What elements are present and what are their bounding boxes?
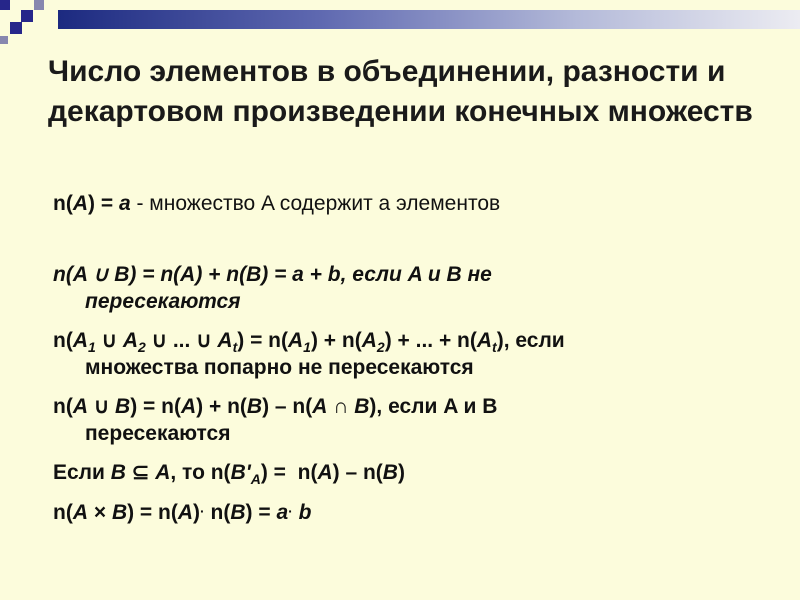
disjoint-union-line: n(A ∪ B) = n(A) + n(B) = a + b, если A и B не пересекаются — [53, 263, 492, 313]
definition-line: n(A) = a - множество A содержит a элементов — [53, 192, 501, 215]
difference-line: Если B ⊆ A, то $n(B'_A) = n(A) - n(B)$ — [53, 461, 405, 487]
deco-square — [0, 36, 8, 44]
deco-square — [21, 10, 33, 22]
pairwise-union-condition-cont: множества попарно не пересекаются — [85, 356, 474, 379]
difference-then-word: , то — [170, 461, 211, 484]
header-gradient-bar — [58, 10, 800, 29]
deco-square — [10, 22, 22, 34]
intersecting-union-condition: , если A и B — [376, 395, 498, 418]
deco-square — [0, 0, 10, 10]
slide-content — [53, 190, 793, 526]
cartesian-product-line: n(A × B) = n(A)· n(B) = a· b — [53, 501, 312, 524]
disjoint-union-condition-cont: пересекаются — [85, 290, 241, 313]
disjoint-union-condition: , если A и B не — [340, 263, 492, 286]
slide-title: Число элементов в объединении, разности и декартовом произведении конечных множеств — [48, 55, 753, 128]
difference-if-word: Если — [53, 461, 111, 484]
pairwise-union-condition: , если — [503, 329, 565, 352]
definition-text: - множество A содержит a элементов — [130, 192, 501, 215]
deco-square — [34, 0, 44, 10]
corner-squares-decoration — [0, 0, 60, 50]
intersecting-union-line: n(A ∪ B) = n(A) + n(B) – n(A ∩ B), если A и B пересекаются — [53, 393, 793, 447]
pairwise-union-line: $n(A_1$ ∪ $A_2$ ∪ ... ∪ $A_t) = n(A_1) + n(A_2)$ + ... + $n(A_t)$, если множества попарно не пересекаются — [53, 327, 793, 381]
intersecting-union-condition-cont: пересекаются — [85, 422, 231, 445]
